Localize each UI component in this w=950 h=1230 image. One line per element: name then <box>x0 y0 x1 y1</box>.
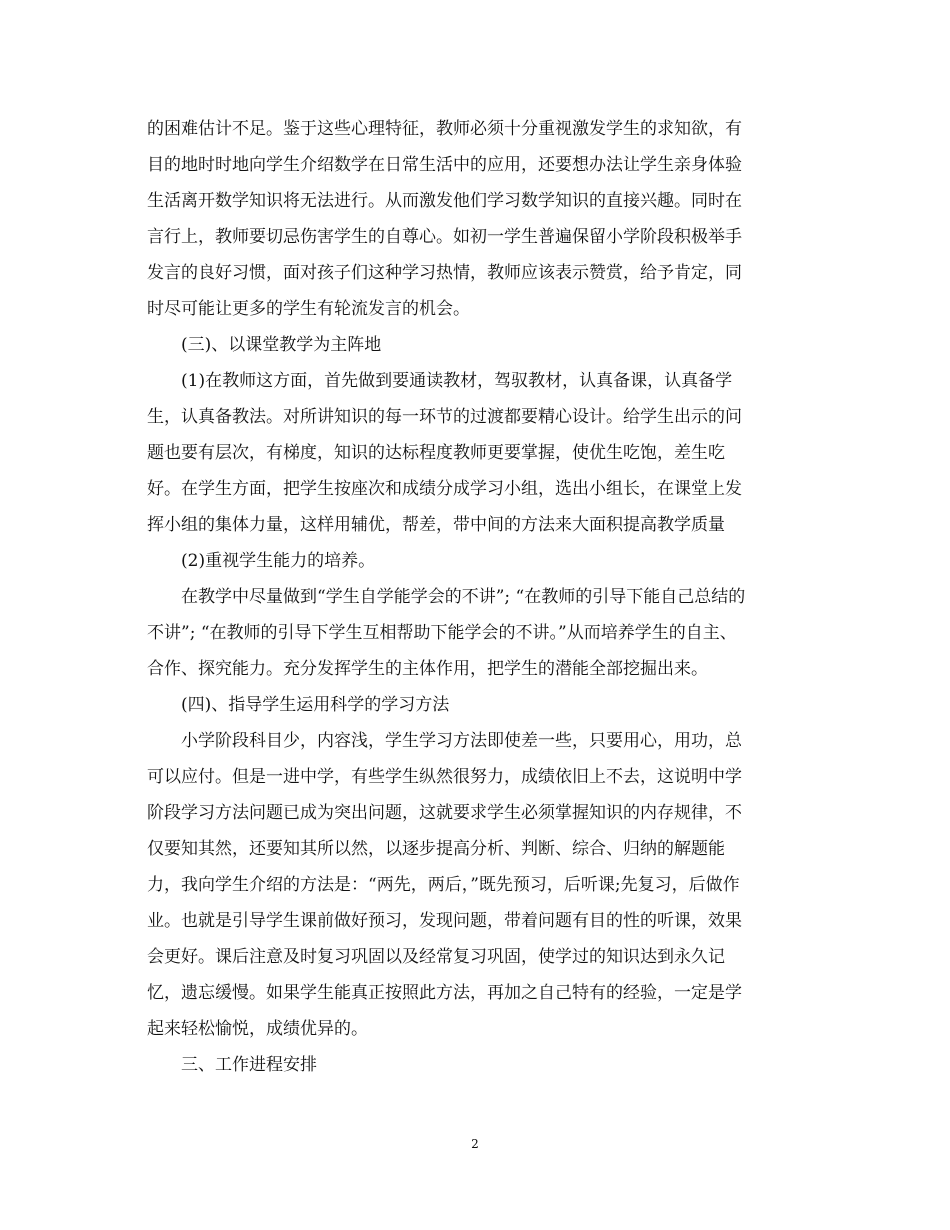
body-text <box>147 111 811 1083</box>
text-line: 小学阶段科目少，内容浅，学生学习方法即使差一些，只要用心，用功，总 <box>181 731 742 751</box>
page-number: 2 <box>471 1137 479 1151</box>
text-line: 题也要有层次，有梯度，知识的达标程度教师更要掌握，使优生吃饱，差生吃 <box>147 443 725 463</box>
text-line: 的困难估计不足。鉴于这些心理特征，教师必须十分重视激发学生的求知欲，有 <box>147 119 742 139</box>
text-line: 阶段学习方法问题已成为突出问题，这就要求学生必须掌握知识的内存规律，不 <box>147 803 742 823</box>
text-line: 仅要知其然，还要知其所以然，以逐步提高分析、判断、综合、归纳的解题能 <box>147 839 725 859</box>
text-line: 言行上，教师要切忌伤害学生的自尊心。如初一学生普遍保留小学阶段积极举手 <box>147 227 742 247</box>
text-line: 起来轻松愉悦，成绩优异的。 <box>147 1019 368 1039</box>
text-line: (1)在教师这方面，首先做到要通读教材，驾驭教材，认真备课，认真备学 <box>181 371 733 391</box>
text-line: 好。在学生方面，把学生按座次和成绩分成学习小组，选出小组长，在课堂上发 <box>147 479 742 499</box>
subsection-heading: (2)重视学生能力的培养。 <box>181 551 376 571</box>
text-line: 会更好。课后注意及时复习巩固以及经常复习巩固，使学过的知识达到永久记 <box>147 947 725 967</box>
section-heading: (四)、指导学生运用科学的学习方法 <box>181 695 450 715</box>
text-line: 生活离开数学知识将无法进行。从而激发他们学习数学知识的直接兴趣。同时在 <box>147 191 742 211</box>
text-line: 忆，遗忘缓慢。如果学生能真正按照此方法，再加之自己特有的经验，一定是学 <box>147 983 742 1003</box>
text-line: 在教学中尽量做到“学生自学能学会的不讲”; “在教师的引导下能自己总结的 <box>181 587 746 607</box>
section-heading: 三、工作进程安排 <box>181 1055 317 1075</box>
text-line: 时尽可能让更多的学生有轮流发言的机会。 <box>147 299 470 319</box>
text-line: 力，我向学生介绍的方法是：“两先，两后，”既先预习，后听课;先复习，后做作 <box>147 875 740 895</box>
text-line: 生，认真备教法。对所讲知识的每一环节的过渡都要精心设计。给学生出示的问 <box>147 407 742 427</box>
text-line: 不讲”; “在教师的引导下学生互相帮助下能学会的不讲。”从而培养学生的自主、 <box>147 623 737 643</box>
section-heading: (三)、以课堂教学为主阵地 <box>181 335 382 355</box>
text-line: 可以应付。但是一进中学，有些学生纵然很努力，成绩依旧上不去，这说明中学 <box>147 767 742 787</box>
text-line: 合作、探究能力。充分发挥学生的主体作用，把学生的潜能全部挖掘出来。 <box>147 659 708 679</box>
text-line: 挥小组的集体力量，这样用辅优，帮差，带中间的方法来大面积提高教学质量 <box>147 515 725 535</box>
text-line: 目的地时时地向学生介绍数学在日常生活中的应用，还要想办法让学生亲身体验 <box>147 155 742 175</box>
text-line: 业。也就是引导学生课前做好预习，发现问题，带着问题有目的性的听课，效果 <box>147 911 742 931</box>
text-line: 发言的良好习惯，面对孩子们这种学习热情，教师应该表示赞赏，给予肯定，同 <box>147 263 742 283</box>
